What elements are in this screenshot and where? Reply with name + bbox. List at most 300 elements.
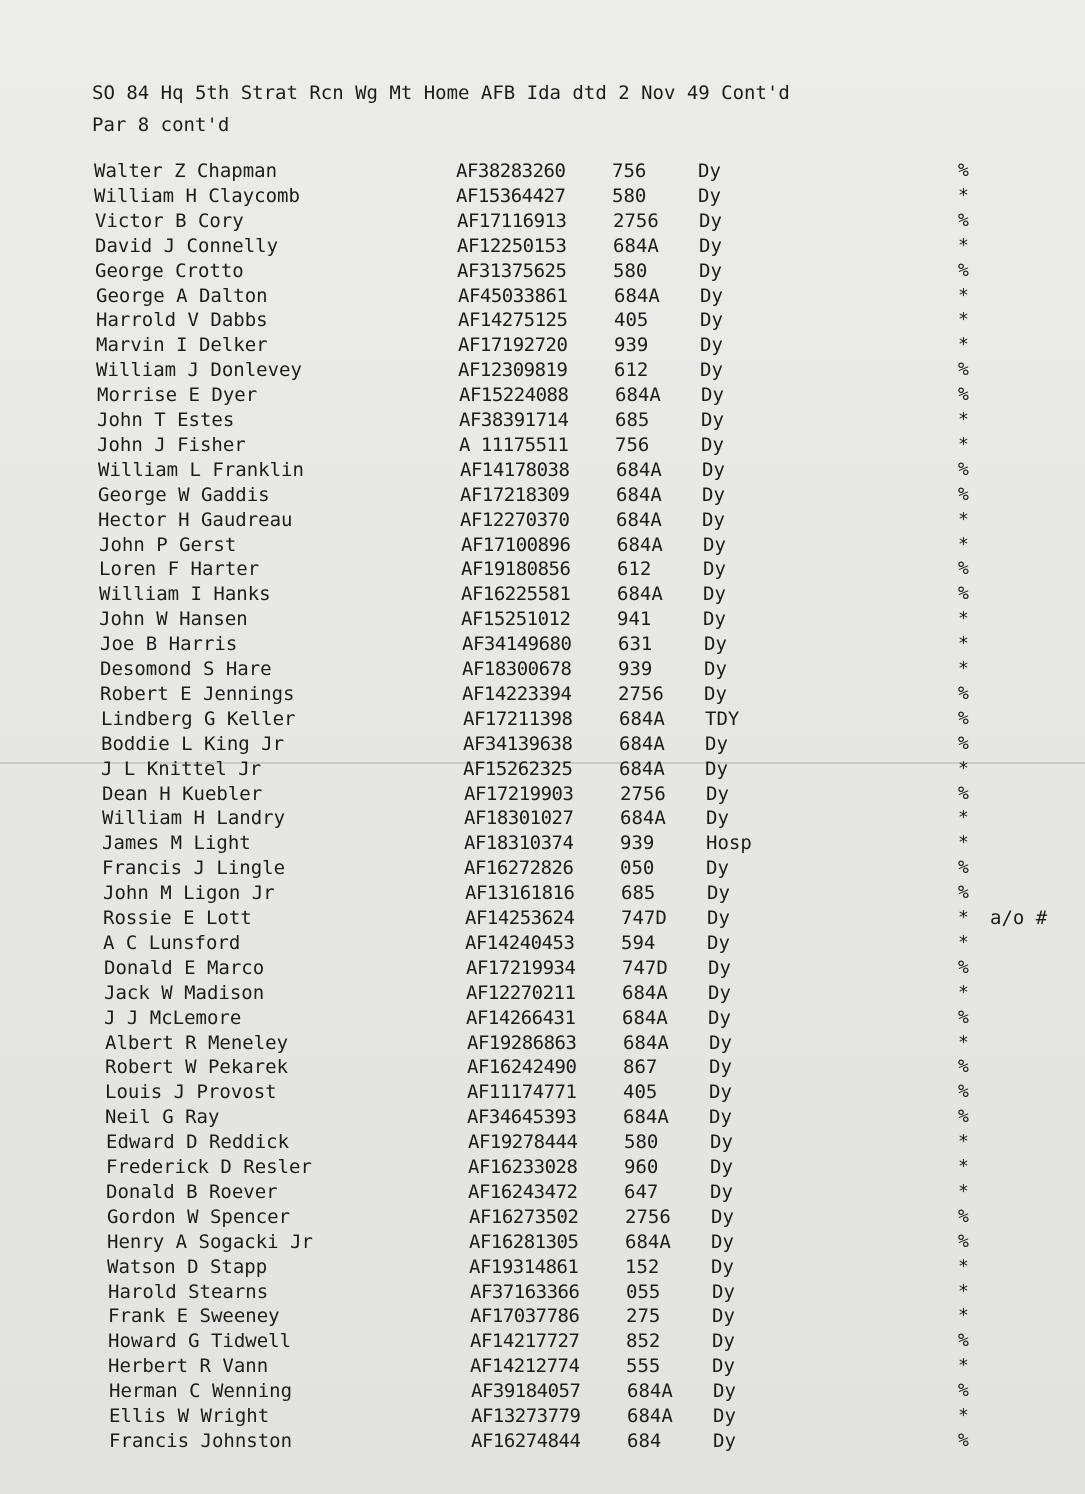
roster-name: William H Landry — [102, 807, 286, 830]
roster-mark: % — [958, 1106, 969, 1128]
roster-mark: * — [958, 832, 969, 854]
roster-status: Dy — [702, 483, 725, 506]
roster-serial: AF45033861 — [458, 284, 568, 307]
roster-status: Dy — [707, 882, 730, 905]
roster-row — [0, 957, 1085, 981]
roster-note: a/o # — [990, 907, 1048, 929]
roster-row — [0, 1131, 1085, 1155]
roster-mark: * — [958, 309, 969, 331]
roster-serial: AF17100896 — [461, 533, 571, 556]
roster-name: Edward D Reddick — [106, 1131, 290, 1154]
roster-code: 684A — [616, 458, 662, 481]
roster-code: 647 — [624, 1180, 659, 1203]
roster-mark: * — [958, 1405, 969, 1426]
roster-status: Dy — [708, 956, 731, 979]
roster-row — [0, 558, 1085, 582]
roster-mark: * — [958, 1280, 969, 1302]
roster-mark: * — [958, 1180, 969, 1202]
roster-status: Dy — [702, 458, 725, 481]
roster-name: John M Ligon Jr — [103, 882, 275, 905]
roster-code: 612 — [617, 558, 652, 581]
roster-status: Dy — [700, 359, 723, 382]
roster-status: Dy — [701, 409, 724, 431]
roster-serial: AF14223394 — [462, 682, 572, 705]
roster-row — [0, 758, 1085, 782]
roster-status: Dy — [700, 284, 723, 307]
roster-serial: AF14266431 — [466, 1006, 576, 1029]
roster-status: Dy — [698, 184, 721, 207]
roster-mark: % — [958, 1056, 969, 1078]
roster-mark: % — [958, 956, 969, 978]
roster-code: 405 — [623, 1081, 658, 1104]
roster-name: Herman C Wenning — [109, 1380, 293, 1403]
roster-serial: AF38391714 — [459, 409, 569, 431]
roster-name: Victor B Cory — [95, 209, 244, 232]
roster-row — [0, 783, 1085, 807]
roster-serial: AF16242490 — [467, 1056, 577, 1079]
roster-serial: AF16281305 — [469, 1230, 579, 1253]
roster-row — [0, 160, 1085, 184]
roster-serial: AF19180856 — [461, 558, 571, 581]
roster-status: Dy — [709, 1031, 732, 1054]
roster-mark: * — [958, 234, 969, 256]
roster-row — [0, 210, 1085, 234]
roster-code: 555 — [626, 1355, 661, 1378]
roster-status: Dy — [707, 907, 730, 929]
roster-serial: AF14240453 — [465, 931, 575, 954]
roster-status: Dy — [709, 1106, 732, 1129]
roster-mark: * — [958, 433, 969, 455]
roster-row — [0, 708, 1085, 732]
roster-code: 684A — [623, 1031, 669, 1054]
roster-name: Morrise E Dyer — [97, 384, 258, 407]
roster-code: 684A — [620, 807, 666, 830]
roster-status: Dy — [707, 931, 730, 954]
roster-mark: % — [958, 1081, 969, 1103]
roster-name: Donald B Roever — [106, 1180, 278, 1203]
roster-mark: * — [958, 658, 969, 679]
roster-status: Dy — [700, 334, 723, 357]
roster-name: Francis J Lingle — [102, 857, 286, 880]
roster-serial: A 11175511 — [459, 433, 569, 456]
roster-code: 684A — [615, 384, 661, 407]
roster-serial: AF38283260 — [456, 160, 566, 182]
roster-status: Dy — [710, 1131, 733, 1154]
roster-row — [0, 1281, 1085, 1305]
roster-serial: AF31375625 — [457, 259, 567, 282]
roster-name: Hector H Gaudreau — [98, 508, 293, 531]
roster-code: 631 — [618, 633, 653, 656]
roster-row — [0, 309, 1085, 333]
roster-row — [0, 1156, 1085, 1180]
roster-mark: % — [958, 1205, 969, 1227]
roster-name: John J Fisher — [97, 433, 246, 456]
roster-serial: AF39184057 — [471, 1380, 581, 1403]
roster-status: Dy — [706, 857, 729, 880]
roster-status: Dy — [711, 1255, 734, 1278]
roster-row — [0, 1007, 1085, 1031]
roster-mark: * — [958, 807, 969, 829]
roster-code: 055 — [626, 1280, 661, 1303]
roster-name: Rossie E Lott — [103, 907, 252, 929]
roster-row — [0, 1231, 1085, 1255]
roster-code: 152 — [625, 1255, 660, 1278]
roster-mark: * — [958, 1355, 969, 1377]
roster-name: Henry A Sogacki Jr — [107, 1230, 313, 1253]
roster-row — [0, 260, 1085, 284]
roster-mark: * — [958, 409, 969, 430]
roster-serial: AF18301027 — [464, 807, 574, 830]
roster-row — [0, 1056, 1085, 1080]
roster-row — [0, 857, 1085, 881]
roster-status: TDY — [705, 707, 740, 730]
roster-code: 684A — [614, 284, 660, 307]
roster-status: Dy — [712, 1280, 735, 1303]
roster-status: Dy — [712, 1305, 735, 1328]
roster-serial: AF19314861 — [469, 1255, 579, 1278]
roster-code: 939 — [618, 658, 653, 680]
roster-code: 747D — [622, 956, 668, 979]
roster-row — [0, 807, 1085, 831]
roster-serial: AF14217727 — [470, 1330, 580, 1353]
roster-mark: * — [958, 1131, 969, 1153]
roster-row — [0, 459, 1085, 483]
roster-serial: AF13161816 — [465, 882, 575, 905]
roster-name: James M Light — [102, 832, 251, 855]
roster-serial: AF17116913 — [457, 209, 567, 232]
roster-mark: % — [958, 558, 969, 580]
roster-code: 684A — [627, 1405, 673, 1427]
roster-name: George Crotto — [95, 259, 244, 282]
roster-mark: % — [958, 458, 969, 480]
roster-status: Dy — [704, 658, 727, 680]
roster-serial: AF17211398 — [463, 707, 573, 730]
roster-mark: % — [958, 707, 969, 729]
roster-row — [0, 1430, 1085, 1454]
roster-code: 2756 — [618, 682, 664, 705]
roster-name: A C Lunsford — [103, 931, 241, 954]
roster-name: J J McLemore — [104, 1006, 242, 1029]
roster-serial: AF34139638 — [463, 732, 573, 755]
roster-row — [0, 285, 1085, 309]
roster-mark: % — [958, 1330, 969, 1352]
roster-status: Dy — [699, 234, 722, 257]
roster-code: 050 — [620, 857, 655, 880]
roster-serial: AF17037786 — [470, 1305, 580, 1328]
roster-row — [0, 1032, 1085, 1056]
roster-serial: AF12270370 — [460, 508, 570, 531]
roster-status: Dy — [713, 1429, 736, 1452]
roster-mark: * — [958, 1255, 969, 1277]
roster-row — [0, 882, 1085, 906]
roster-name: Jack W Madison — [104, 981, 265, 1004]
roster-status: Dy — [711, 1230, 734, 1253]
roster-name: Lindberg G Keller — [101, 707, 296, 730]
roster-status: Dy — [703, 558, 726, 581]
roster-name: Desomond S Hare — [100, 658, 272, 680]
roster-code: 684A — [627, 1380, 673, 1403]
roster-serial: AF16225581 — [461, 583, 571, 606]
roster-name: Albert R Meneley — [105, 1031, 289, 1054]
roster-mark: % — [958, 782, 969, 804]
roster-code: 960 — [624, 1156, 659, 1178]
roster-name: William L Franklin — [98, 458, 304, 481]
roster-status: Dy — [704, 633, 727, 656]
roster-status: Dy — [710, 1180, 733, 1203]
roster-mark: * — [958, 284, 969, 306]
roster-row — [0, 608, 1085, 632]
roster-row — [0, 409, 1085, 433]
roster-serial: AF12309819 — [458, 359, 568, 382]
roster-code: 684A — [617, 533, 663, 556]
roster-name: Gordon W Spencer — [107, 1205, 291, 1228]
roster-serial: AF14253624 — [465, 907, 575, 929]
roster-mark: % — [958, 384, 969, 406]
roster-mark: * — [958, 1031, 969, 1053]
roster-row — [0, 484, 1085, 508]
roster-serial: AF12270211 — [466, 981, 576, 1004]
roster-name: Joe B Harris — [100, 633, 238, 656]
roster-serial: AF12250153 — [457, 234, 567, 257]
roster-row — [0, 932, 1085, 956]
roster-name: Dean H Kuebler — [102, 782, 263, 805]
roster-row — [0, 359, 1085, 383]
roster-code: 580 — [612, 184, 647, 207]
roster-row — [0, 1106, 1085, 1130]
roster-serial: AF17219903 — [464, 782, 574, 805]
roster-mark: % — [958, 483, 969, 505]
roster-name: George A Dalton — [96, 284, 268, 307]
roster-name: Harrold V Dabbs — [96, 309, 268, 332]
roster-status: Dy — [710, 1156, 733, 1178]
roster-code: 612 — [614, 359, 649, 382]
roster-status: Dy — [703, 608, 726, 631]
roster-code: 2756 — [620, 782, 666, 805]
roster-status: Dy — [701, 433, 724, 456]
roster-name: John P Gerst — [99, 533, 237, 556]
roster-serial: AF14212774 — [470, 1355, 580, 1378]
roster-row — [0, 235, 1085, 259]
roster-name: Harold Stearns — [108, 1280, 269, 1303]
roster-code: 685 — [621, 882, 656, 905]
roster-serial: AF14275125 — [458, 309, 568, 332]
roster-name: Watson D Stapp — [107, 1255, 268, 1278]
roster-serial: AF14178038 — [460, 458, 570, 481]
roster-code: 939 — [620, 832, 655, 855]
roster-name: Frederick D Resler — [106, 1156, 312, 1178]
roster-row — [0, 1330, 1085, 1354]
roster-code: 939 — [614, 334, 649, 357]
roster-serial: AF16233028 — [468, 1156, 578, 1178]
roster-status: Dy — [709, 1056, 732, 1079]
roster-serial: AF16274844 — [471, 1429, 581, 1452]
roster-row — [0, 509, 1085, 533]
roster-code: 684A — [623, 1106, 669, 1129]
roster-code: 684A — [616, 483, 662, 506]
roster-code: 684A — [622, 1006, 668, 1029]
roster-row — [0, 633, 1085, 657]
roster-row — [0, 534, 1085, 558]
paragraph-header: Par 8 cont'd — [92, 114, 230, 136]
roster-code: 684A — [619, 707, 665, 730]
roster-serial: AF37163366 — [470, 1280, 580, 1303]
roster-name: Neil G Ray — [105, 1106, 220, 1129]
roster-row — [0, 583, 1085, 607]
roster-status: Dy — [711, 1205, 734, 1228]
roster-name: George W Gaddis — [98, 483, 270, 506]
roster-status: Dy — [700, 309, 723, 332]
roster-name: John T Estes — [97, 409, 235, 431]
roster-code: 580 — [624, 1131, 659, 1154]
roster-serial: AF16243472 — [468, 1180, 578, 1203]
roster-status: Dy — [698, 160, 721, 182]
roster-code: 756 — [612, 160, 647, 182]
roster-name: William I Hanks — [99, 583, 271, 606]
roster-name: Howard G Tidwell — [108, 1330, 292, 1353]
roster-serial: AF17192720 — [458, 334, 568, 357]
roster-row — [0, 384, 1085, 408]
roster-name: John W Hansen — [99, 608, 248, 631]
roster-mark: % — [958, 160, 969, 181]
roster-status: Dy — [706, 807, 729, 830]
roster-status: Dy — [708, 1006, 731, 1029]
roster-status: Dy — [704, 682, 727, 705]
roster-code: 941 — [617, 608, 652, 631]
roster-mark: * — [958, 334, 969, 356]
roster-code: 580 — [613, 259, 648, 282]
roster-status: Dy — [702, 508, 725, 531]
roster-mark: % — [958, 359, 969, 381]
roster-mark: * — [958, 533, 969, 555]
roster-mark: % — [958, 882, 969, 904]
roster-name: William H Claycomb — [94, 184, 300, 207]
roster-mark: % — [958, 682, 969, 704]
roster-serial: AF15262325 — [463, 757, 573, 780]
roster-row — [0, 434, 1085, 458]
roster-mark: % — [958, 1006, 969, 1028]
roster-code: 2756 — [625, 1205, 671, 1228]
roster-serial: AF15364427 — [456, 184, 566, 207]
roster-serial: AF18300678 — [462, 658, 572, 680]
roster-serial: AF19278444 — [468, 1131, 578, 1154]
roster-code: 684A — [617, 583, 663, 606]
roster-serial: AF18310374 — [464, 832, 574, 855]
roster-row — [0, 185, 1085, 209]
roster-mark: % — [958, 1230, 969, 1252]
roster-mark: * — [958, 508, 969, 530]
roster-code: 684A — [619, 757, 665, 780]
roster-code: 684A — [613, 234, 659, 257]
roster-code: 756 — [615, 433, 650, 456]
roster-status: Dy — [708, 981, 731, 1004]
roster-row — [0, 1380, 1085, 1404]
roster-row — [0, 1206, 1085, 1230]
roster-code: 867 — [623, 1056, 658, 1079]
roster-status: Dy — [709, 1081, 732, 1104]
roster-code: 852 — [626, 1330, 661, 1353]
roster-mark: % — [958, 732, 969, 754]
roster-status: Dy — [706, 782, 729, 805]
roster-status: Dy — [713, 1405, 736, 1427]
roster-row — [0, 1256, 1085, 1280]
roster-status: Dy — [699, 209, 722, 232]
roster-serial: AF15251012 — [461, 608, 571, 631]
roster-code: 684 — [627, 1429, 662, 1452]
roster-row — [0, 334, 1085, 358]
order-header: SO 84 Hq 5th Strat Rcn Wg Mt Home AFB Ida dtd 2 Nov 49 Cont'd — [92, 82, 790, 104]
roster-mark: * — [958, 184, 969, 206]
roster-code: 684A — [616, 508, 662, 531]
roster-mark: % — [958, 1429, 969, 1451]
roster-mark: * — [958, 1305, 969, 1327]
roster-mark: % — [958, 857, 969, 879]
roster-row — [0, 1405, 1085, 1429]
roster-name: Robert W Pekarek — [105, 1056, 289, 1079]
roster-name: J L Knittel Jr — [101, 757, 262, 780]
roster-serial: AF11174771 — [467, 1081, 577, 1104]
roster-code: 2756 — [613, 209, 659, 232]
roster-row — [0, 1181, 1085, 1205]
roster-serial: AF13273779 — [471, 1405, 581, 1427]
roster-name: Francis Johnston — [109, 1429, 293, 1452]
roster-name: Boddie L King Jr — [101, 732, 285, 755]
roster-serial: AF15224088 — [459, 384, 569, 407]
roster-name: Frank E Sweeney — [108, 1305, 280, 1328]
roster-row — [0, 1305, 1085, 1329]
roster-row — [0, 733, 1085, 757]
roster-name: Marvin I Delker — [96, 334, 268, 357]
roster-code: 594 — [621, 931, 656, 954]
roster-mark: % — [958, 209, 969, 231]
roster-name: David J Connelly — [95, 234, 279, 257]
roster-status: Hosp — [706, 832, 752, 855]
roster-row — [0, 683, 1085, 707]
roster-serial: AF34149680 — [462, 633, 572, 656]
roster-code: 405 — [614, 309, 649, 332]
roster-code: 685 — [615, 409, 650, 431]
roster-serial: AF16273502 — [469, 1205, 579, 1228]
roster-name: Donald E Marco — [104, 956, 265, 979]
roster-mark: * — [958, 907, 969, 928]
roster-code: 684A — [622, 981, 668, 1004]
roster-mark: * — [958, 633, 969, 655]
roster-code: 747D — [621, 907, 667, 929]
roster-name: Loren F Harter — [99, 558, 260, 581]
roster-name: Ellis W Wright — [109, 1405, 270, 1427]
roster-code: 684A — [625, 1230, 671, 1253]
roster-mark: * — [958, 757, 969, 779]
roster-row — [0, 832, 1085, 856]
roster-row — [0, 1081, 1085, 1105]
roster-mark: * — [958, 608, 969, 630]
roster-name: Walter Z Chapman — [94, 160, 278, 182]
roster-row — [0, 907, 1085, 931]
roster-name: Louis J Provost — [105, 1081, 277, 1104]
roster-mark: * — [958, 1156, 969, 1177]
roster-code: 684A — [619, 732, 665, 755]
roster-serial: AF17219934 — [466, 956, 576, 979]
roster-status: Dy — [705, 732, 728, 755]
roster-status: Dy — [703, 533, 726, 556]
roster-status: Dy — [699, 259, 722, 282]
roster-code: 275 — [626, 1305, 661, 1328]
roster-status: Dy — [712, 1355, 735, 1378]
roster-mark: % — [958, 259, 969, 281]
roster-status: Dy — [703, 583, 726, 606]
roster-row — [0, 658, 1085, 682]
roster-status: Dy — [712, 1330, 735, 1353]
roster-serial: AF34645393 — [467, 1106, 577, 1129]
